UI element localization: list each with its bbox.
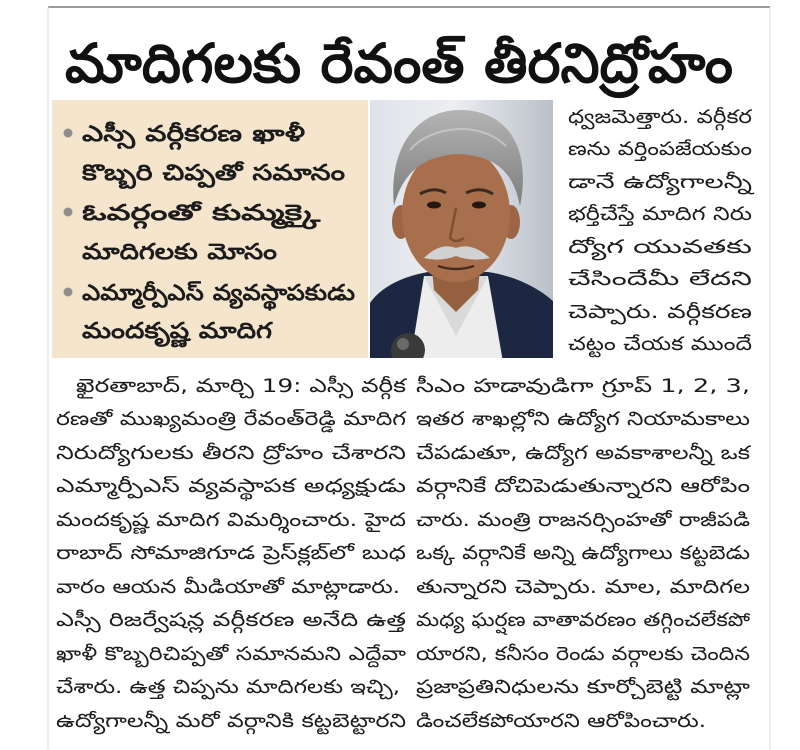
body-line: చట్టం చేయక ముందే — [568, 333, 718, 355]
body-line: ధ్వజమెత్తారు. వర్గీకర — [568, 106, 721, 128]
body-line: వర్గానికే దోచిపెడుతున్నారని ఆరోపిం — [416, 475, 673, 497]
body-line: డించలేకపోయారని ఆరోపించారు. — [416, 710, 706, 732]
body-line: చేపడుతూ, ఉద్యోగ అవకాశాలన్నీ ఒక — [416, 442, 686, 464]
bullet-icon — [64, 288, 73, 297]
body-line: చేశారు. ఉత్త చిప్పను మాదిగలకు ఇచ్చి, — [56, 676, 342, 698]
body-line: మందకృష్ణ మాదిగ విమర్శించారు. హైద — [56, 509, 337, 531]
body-line: మధ్య ఘర్షణ వాతావరణం తగ్గించలేకపో — [416, 609, 707, 631]
body-line: చెప్పారు. వర్గీకరణ — [568, 301, 702, 323]
body-line: ప్రజాప్రతినిధులను కూర్చోబెట్టి మాట్లా — [416, 676, 679, 698]
body-line: వారం ఆయన మీడియాతో మాట్లాడారు. — [56, 576, 342, 598]
body-line: భర్తీచేస్తే మాదిగ నిరు — [568, 203, 716, 225]
bullet-icon — [64, 129, 73, 138]
body-line: ద్యోగ యువతకు — [568, 236, 686, 258]
body-line: యారని, కనీసం రెండు వర్గాలకు చెందిన — [416, 643, 702, 665]
highlight-line: ఎమ్మార్పీఎస్ వ్యవస్థాపకుడు — [82, 281, 316, 306]
highlight-line: ఓవర్గంతో కుమ్మక్కై — [82, 201, 238, 226]
left-column — [56, 375, 407, 735]
highlight-line: ఎస్సీ వర్గీకరణ ఖాళీ — [82, 122, 247, 147]
body-line: చారు. మంత్రి రాజనర్సింహతో రాజీపడి — [416, 509, 694, 531]
headline: మాదిగలకు రేవంత్ తీరనిద్రోహం — [65, 32, 714, 95]
highlight-box — [52, 100, 368, 358]
body-line: నిరుద్యోగులకు తీరని ద్రోహం చేశారని — [56, 442, 319, 464]
body-line: ఎమ్మార్పీఎస్ వ్యవస్థాపక అధ్యక్షుడు — [56, 475, 311, 497]
highlight-line: మందకృష్ణ మాదిగ — [82, 319, 235, 344]
highlight-line: కొబ్బరి చిప్పతో సమానం — [82, 161, 286, 186]
body-line: డానే ఉద్యోగాలన్నీ — [568, 171, 698, 193]
body-line: తున్నారని చెప్పారు. మాల, మాదిగల — [416, 576, 683, 598]
body-line: రణతో ముఖ్యమంత్రి రేవంత్‌రెడ్డి మాదిగ — [56, 408, 339, 430]
highlight-line: మాదిగలకు మోసం — [82, 240, 277, 265]
body-line: ఇతర శాఖల్లోని ఉద్యోగ నియామకాలు — [416, 408, 688, 430]
body-line: ఖాళీ కొబ్బరిచిప్పతో సమానమని ఎద్దేవా — [56, 643, 341, 665]
right-column — [415, 375, 751, 732]
body-line: ఒక్క వర్గానికే అన్ని ఉద్యోగాలు కట్టబెడు — [416, 542, 699, 564]
body-line: చేసిందేమీ లేదని — [568, 268, 752, 290]
body-line: ఉద్యోగాలన్నీ మరో వర్గానికి కట్టబెట్టారని — [56, 710, 339, 732]
body-line: ఖైరతాబాద్, మార్చి 19: ఎస్సీ వర్గీక — [76, 375, 331, 397]
body-line: సీఎం హడావుడిగా గ్రూప్ 1, 2, 3, — [416, 375, 664, 397]
bullet-icon — [64, 208, 73, 217]
body-line: ణను వర్తింపజేయకుం — [568, 138, 723, 160]
body-line: ఎస్సీ రిజర్వేషన్ల వర్గీకరణ అనేది ఉత్త — [56, 609, 320, 631]
body-line: రాబాద్ సోమాజిగూడ ప్రెస్‌క్లబ్‌లో బుధ — [56, 542, 328, 564]
portrait-photo — [366, 100, 556, 367]
